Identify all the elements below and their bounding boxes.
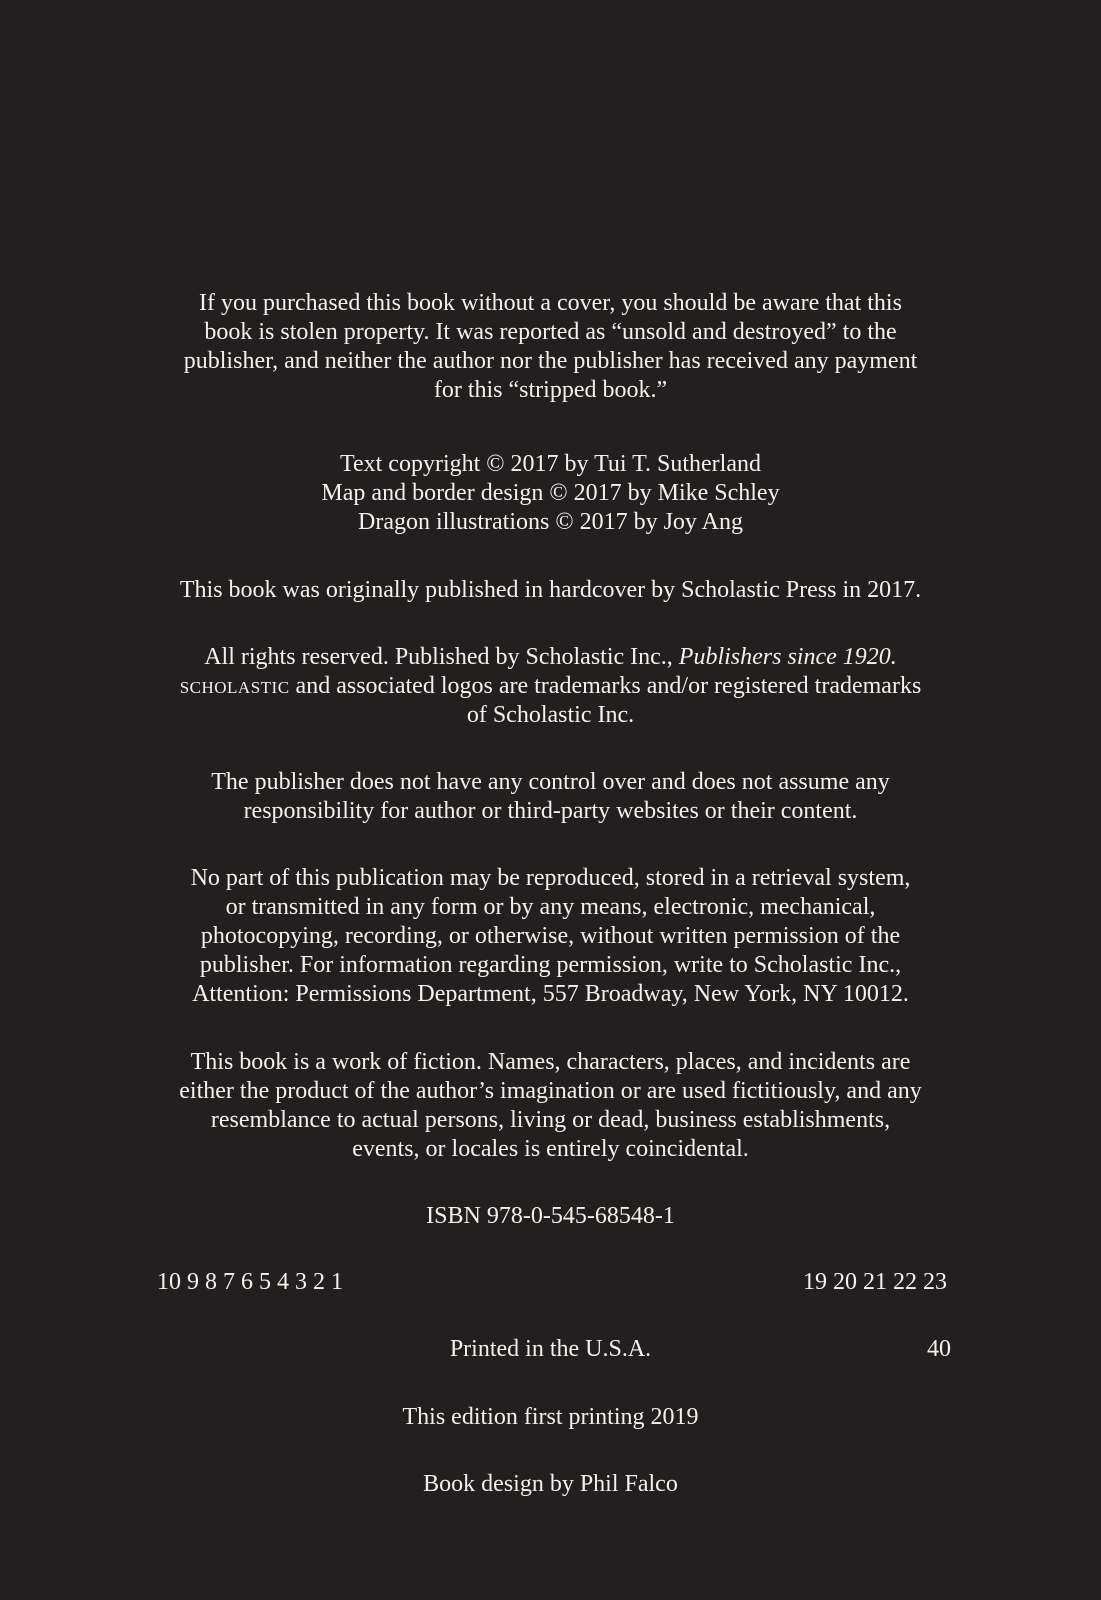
fiction-line: events, or locales is entirely coincidental. <box>352 1136 749 1162</box>
stripped-book-notice <box>0 289 1101 405</box>
printing-code: 40 <box>927 1336 951 1362</box>
notice-line: for this “stripped book.” <box>433 377 668 403</box>
notice-line: publisher, and neither the author nor the publisher has received any payment <box>183 348 918 374</box>
printing-numbers: 10 9 8 7 6 5 4 3 2 1 <box>157 1269 343 1295</box>
isbn-line: ISBN 978-0-545-68548-1 <box>426 1203 675 1229</box>
illustration-copyright: Dragon illustrations © 2017 by Joy Ang <box>358 509 743 535</box>
disclaimer-line: The publisher does not have any control over and does not assume any <box>211 769 890 795</box>
edition-notice <box>0 1403 1101 1432</box>
reproduction-line: photocopying, recording, or otherwise, without written permission of the <box>200 923 901 949</box>
reproduction-line: Attention: Permissions Department, 557 Broadway, New York, NY 10012. <box>192 981 909 1007</box>
fiction-notice <box>0 1048 1101 1164</box>
trademark-text: and associated logos are trademarks and/or registered trademarks <box>289 673 922 699</box>
fiction-line: This book is a work of fiction. Names, characters, places, and incidents are <box>190 1049 911 1075</box>
reproduction-line: or transmitted in any form or by any means, electronic, mechanical, <box>225 894 876 920</box>
trademark-line <box>0 672 1101 701</box>
map-copyright: Map and border design © 2017 by Mike Schley <box>321 480 780 506</box>
fiction-line: resemblance to actual persons, living or dead, business establishments, <box>210 1107 891 1133</box>
original-publication <box>0 576 1101 605</box>
design-credit-line: Book design by Phil Falco <box>423 1471 678 1497</box>
reproduction-line: publisher. For information regarding permission, write to Scholastic Inc., <box>199 952 902 978</box>
text-copyright: Text copyright © 2017 by Tui T. Sutherland <box>340 451 761 477</box>
reproduction-notice <box>0 864 1101 1009</box>
reproduction-line: No part of this publication may be reproduced, stored in a retrieval system, <box>190 865 911 891</box>
notice-line: If you purchased this book without a cover, you should be aware that this <box>199 290 902 316</box>
rights-line <box>0 643 1101 672</box>
printed-in: Printed in the U.S.A. <box>449 1336 652 1362</box>
rights-text: All rights reserved. Published by Scholastic Inc., <box>204 644 679 670</box>
fiction-line: either the product of the author’s imagination or are used fictitiously, and any <box>179 1078 922 1104</box>
scholastic-wordmark: scholastic <box>179 673 290 699</box>
edition-line: This edition first printing 2019 <box>402 1404 699 1430</box>
copyright-credits <box>0 450 1101 537</box>
websites-disclaimer <box>0 768 1101 826</box>
printing-years: 19 20 21 22 23 <box>803 1269 947 1295</box>
disclaimer-line: responsibility for author or third-party websites or their content. <box>243 798 858 824</box>
rights-italic: Publishers since 1920. <box>678 644 897 670</box>
rights-notice <box>0 643 1101 730</box>
original-publication-line: This book was originally published in hardcover by Scholastic Press in 2017. <box>179 577 922 603</box>
trademark-owner: of Scholastic Inc. <box>466 702 635 728</box>
book-design-credit <box>0 1470 1101 1499</box>
notice-line: book is stolen property. It was reported as “unsold and destroyed” to the <box>204 319 897 345</box>
printed-in-row <box>0 1335 1101 1364</box>
printing-row <box>0 1268 1101 1297</box>
isbn <box>0 1202 1101 1231</box>
